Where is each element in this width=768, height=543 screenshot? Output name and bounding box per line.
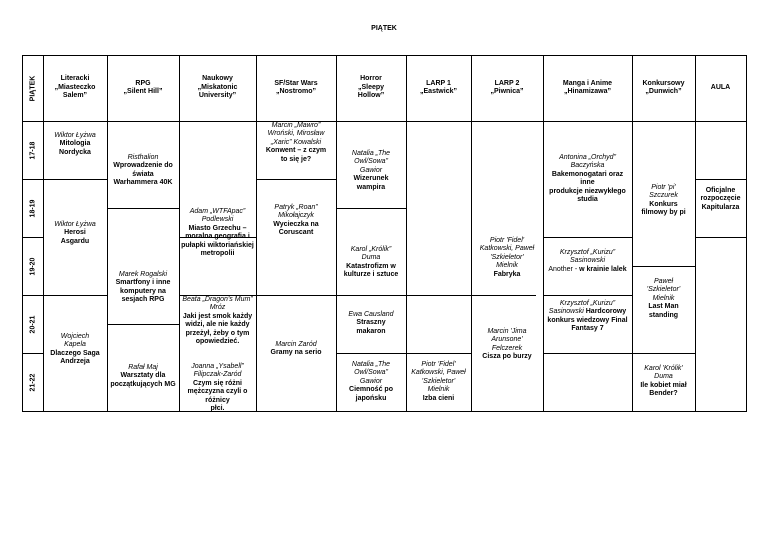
column-header: RPG „Silent Hill”: [123, 79, 163, 95]
event-cell: Karol 'Królik' Duma Ile kobiet miał Bender?: [640, 365, 687, 398]
event-cell: Marcin „Mawro” Wroński, Mirosław „Xaric” Kowalski Konwent – z czym to się je?: [265, 122, 327, 163]
time-slot-label: 17-18: [29, 141, 36, 159]
event-cell: Marek Rogalski Smartfony i inne komputery na sesjach RPG: [115, 271, 171, 304]
schedule-table: [22, 55, 747, 412]
time-slot-label: 20-21: [29, 315, 36, 333]
event-cell: Antonina „Orchyd” Baczyńska Bakemonogatari oraz inne produkcje niezwykłego studia: [549, 154, 626, 204]
event-cell: Rafał Maj Warsztaty dla początkujących MG: [110, 364, 176, 388]
event-cell: Natalia „The Owl/Sowa” Gawior Ciemność po japońsku: [349, 361, 393, 402]
event-cell: Paweł 'Szkieletor' Mielnik Last Man standing: [646, 278, 681, 319]
time-slot-label: 19-20: [29, 257, 36, 275]
event-cell: Beata „Dragon’s Mum” Mróz Jaki jest smok każdy widzi, ale nie każdy przeżył, żeby o tym opowiedzieć.: [182, 296, 253, 346]
time-slot-label: 18-19: [29, 199, 36, 217]
event-cell: Marcin Zaród Gramy na serio: [270, 341, 322, 357]
page-title: PIĄTEK: [371, 25, 397, 32]
event-cell: Ewa Causland Straszny makaron: [348, 311, 394, 335]
event-cell: Joanna „Ysabell” Filipczak-Zaród Czym się różni mężczyzna czyli o różnicy płci.: [187, 363, 248, 413]
event-cell: Piotr 'pi' Szczurek Konkurs filmowy by pi: [641, 184, 686, 217]
column-header: Konkursowy „Dunwich”: [642, 79, 685, 95]
event-cell: Oficjalne rozpoczęcie Kapitularza: [700, 187, 741, 211]
column-header: LARP 1 „Eastwick”: [420, 79, 457, 95]
event-cell: Wiktor Łyżwa Herosi Asgardu: [54, 221, 96, 245]
event-cell: Marcin 'Jima Arunsone' Felczerek Cisza po burzy: [482, 328, 532, 361]
event-cell: Patryk „Roan” Mikołajczyk Wycieczka na Coruscant: [273, 204, 319, 237]
column-header: SF/Star Wars „Nostromo”: [274, 79, 318, 95]
day-label: PIĄTEK: [29, 75, 37, 101]
column-header: LARP 2 „Piwnica”: [490, 79, 524, 95]
column-header: AULA: [710, 83, 731, 91]
event-cell: Piotr 'Fidel' Katkowski, Paweł 'Szkieletor' Mielnik Izba cieni: [411, 361, 466, 402]
column-header: Literacki „Miasteczko Salem”: [54, 75, 96, 100]
event-cell: Adam „WTFApac” Podlewski Miasto Grzechu – moralna geografia i pułapki wiktoriańskiej metropolii: [181, 208, 254, 258]
column-header: Naukowy „Miskatonic University”: [197, 75, 238, 100]
event-cell: Krzysztof „Kurizu” Sasinowski Hardcorowy konkurs wiedzowy Final Fantasy 7: [547, 300, 628, 333]
column-header: Horror „Sleepy Hollow”: [357, 75, 385, 100]
time-slot-label: 21-22: [29, 373, 36, 391]
event-cell: Wiktor Łyżwa Mitologia Nordycka: [54, 132, 96, 156]
event-cell: Piotr 'Fidel' Katkowski, Paweł 'Szkieletor' Mielnik Fabryka: [479, 237, 535, 278]
event-cell: Wojciech Kapela Dlaczego Saga Andrzeja: [50, 333, 100, 366]
event-cell: Risthalion Wprowadzenie do świata Warhammera 40K: [113, 154, 173, 187]
column-header: Manga i Anime „Hinamizawa”: [562, 79, 613, 95]
event-cell: Krzysztof „Kurizu” Sasinowski Another - w krainie lalek: [548, 249, 627, 273]
event-cell: Karol „Królik” Duma Katastrofizm w kulturze i sztuce: [343, 246, 399, 279]
event-cell: Natalia „The Owl/Sowa” Gawior Wizerunek wampira: [351, 150, 391, 191]
